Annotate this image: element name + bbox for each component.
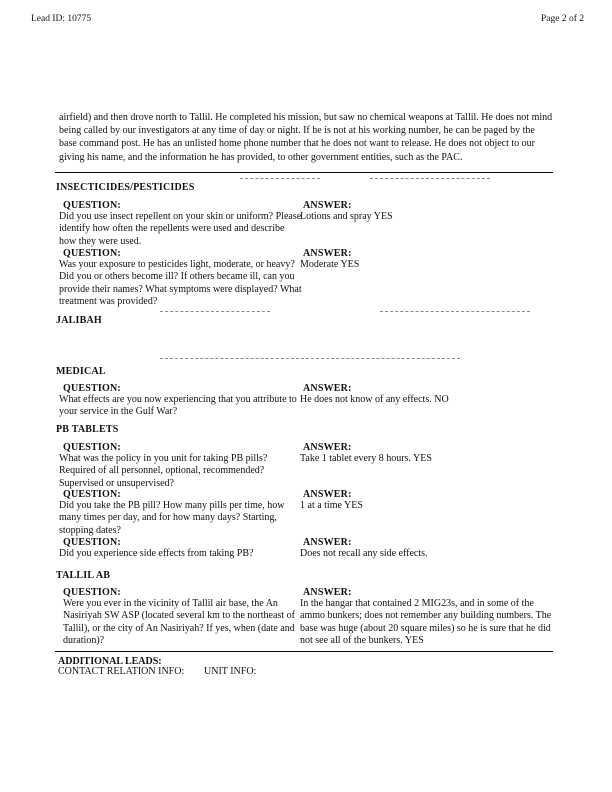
section-title-medical: MEDICAL — [56, 366, 106, 377]
section-title-insecticides: INSECTICIDES/PESTICIDES — [56, 182, 195, 193]
question-label: QUESTION: — [63, 248, 121, 259]
faint-rule — [380, 311, 530, 312]
question-label: QUESTION: — [63, 383, 121, 394]
question-label: QUESTION: — [63, 200, 121, 211]
answer-text: Lotions and spray YES — [300, 211, 393, 222]
section-divider — [55, 172, 553, 173]
faint-rule — [160, 358, 460, 359]
answer-text: Take 1 tablet every 8 hours. YES — [300, 453, 432, 464]
question-text: Did you experience side effects from taking PB? — [59, 548, 254, 559]
section-divider — [55, 651, 553, 652]
section-title-pb-tablets: PB TABLETS — [56, 424, 119, 435]
page-number: Page 2 of 2 — [540, 14, 584, 24]
answer-label: ANSWER: — [303, 200, 352, 211]
question-label: QUESTION: — [63, 442, 121, 453]
answer-text: Does not recall any side effects. — [300, 548, 428, 559]
answer-label: ANSWER: — [303, 248, 352, 259]
question-text: Did you use insect repellent on your skin or uniform? Please identify how often the repellents were used and describe how they were used. — [59, 211, 302, 247]
question-label: QUESTION: — [63, 489, 121, 500]
question-label: QUESTION: — [63, 587, 121, 598]
answer-label: ANSWER: — [303, 587, 352, 598]
contact-relation-label: CONTACT RELATION INFO: — [58, 666, 185, 677]
lead-id: Lead ID: 10775 — [31, 14, 92, 24]
answer-label: ANSWER: — [303, 537, 352, 548]
question-text: What was the policy in you unit for taking PB pills? Required of all personnel, optional, recommended? Supervised or unsupervised? — [59, 453, 268, 489]
additional-leads-title: ADDITIONAL LEADS: — [58, 656, 162, 667]
faint-rule — [370, 178, 490, 179]
answer-label: ANSWER: — [303, 383, 352, 394]
answer-text: In the hangar that contained 2 MIG23s, and in some of the ammo bunkers; does not remember any building numbers. The base was huge (about 20 square miles) so he is sure that he did not see all of the bunkers. YES — [300, 598, 552, 646]
faint-rule — [240, 178, 320, 179]
section-title-tallil: TALLIL AB — [56, 570, 111, 581]
question-text: Were you ever in the vicinity of Tallil air base, the An Nasiriyah SW ASP (located several km to the northeast of Tallil), or the city of An Nasiriyah? If yes, when (date and duration)? — [63, 598, 295, 646]
answer-text: Moderate YES — [300, 259, 360, 270]
faint-rule — [160, 311, 270, 312]
answer-text: He does not know of any effects. NO — [300, 394, 449, 405]
question-text: What effects are you now experiencing that you attribute to your service in the Gulf War? — [59, 394, 297, 418]
unit-info-label: UNIT INFO: — [204, 666, 257, 677]
question-text: Did you take the PB pill? How many pills per time, how many times per day, and for how many days? Starting, stopping dates? — [59, 500, 285, 536]
question-label: QUESTION: — [63, 537, 121, 548]
question-text: Was your exposure to pesticides light, moderate, or heavy? Did you or others become ill? If others became ill, can you provide their names? What symptoms were displayed? What treatment was provided? — [59, 259, 302, 307]
answer-text: 1 at a time YES — [300, 500, 363, 511]
section-title-jalibah: JALIBAH — [56, 315, 102, 326]
answer-label: ANSWER: — [303, 442, 352, 453]
answer-label: ANSWER: — [303, 489, 352, 500]
narrative-paragraph: airfield) and then drove north to Tallil. He completed his mission, but saw no chemical weapons at Tallil. He does not mind being called by our investigators at any time of day or night. If he is not at his working number, he can be paged by the base command post. He has an unlisted home phone number that he does not want to release. He does not object to our giving his name, and the information he has provided, to other government entities, such as the PAC. — [59, 112, 553, 163]
